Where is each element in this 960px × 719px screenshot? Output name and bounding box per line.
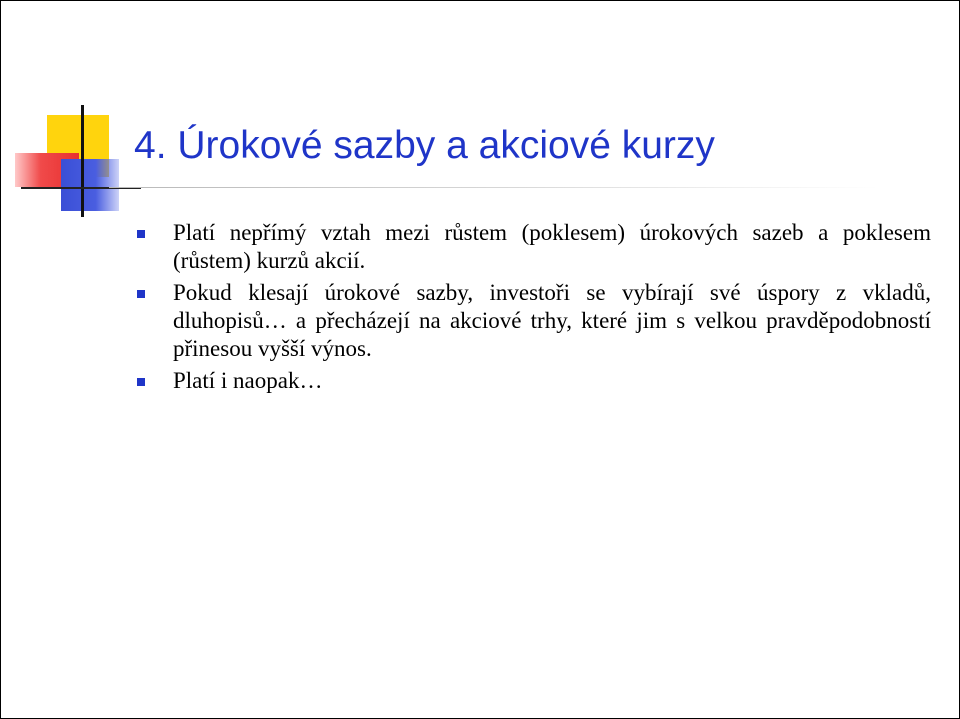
logo-blue-square [61, 159, 119, 211]
decorative-logo [1, 1, 141, 231]
bullet-square-icon [137, 290, 145, 298]
bullet-item [135, 367, 931, 395]
slide-title: 4. Úrokové sazby a akciové kurzy [134, 124, 715, 167]
bullet-item [135, 279, 931, 363]
logo-vertical-line [81, 105, 84, 217]
bullet-text: Pokud klesají úrokové sazby, investoři se vybírají své úspory z vkladů, dluhopisů… a přecházejí na akciové trhy, které jim s velkou pravděpodobností přinesou vyšší výnos. [173, 280, 931, 361]
bullet-text: Platí nepřímý vztah mezi růstem (poklesem) úrokových sazeb a poklesem (růstem) kurzů akcií. [173, 220, 931, 273]
bullet-square-icon [137, 230, 145, 238]
bullet-text: Platí i naopak… [173, 368, 323, 393]
bullet-square-icon [137, 378, 145, 386]
title-divider [109, 187, 879, 188]
bullet-list [135, 219, 931, 399]
bullet-item [135, 219, 931, 275]
